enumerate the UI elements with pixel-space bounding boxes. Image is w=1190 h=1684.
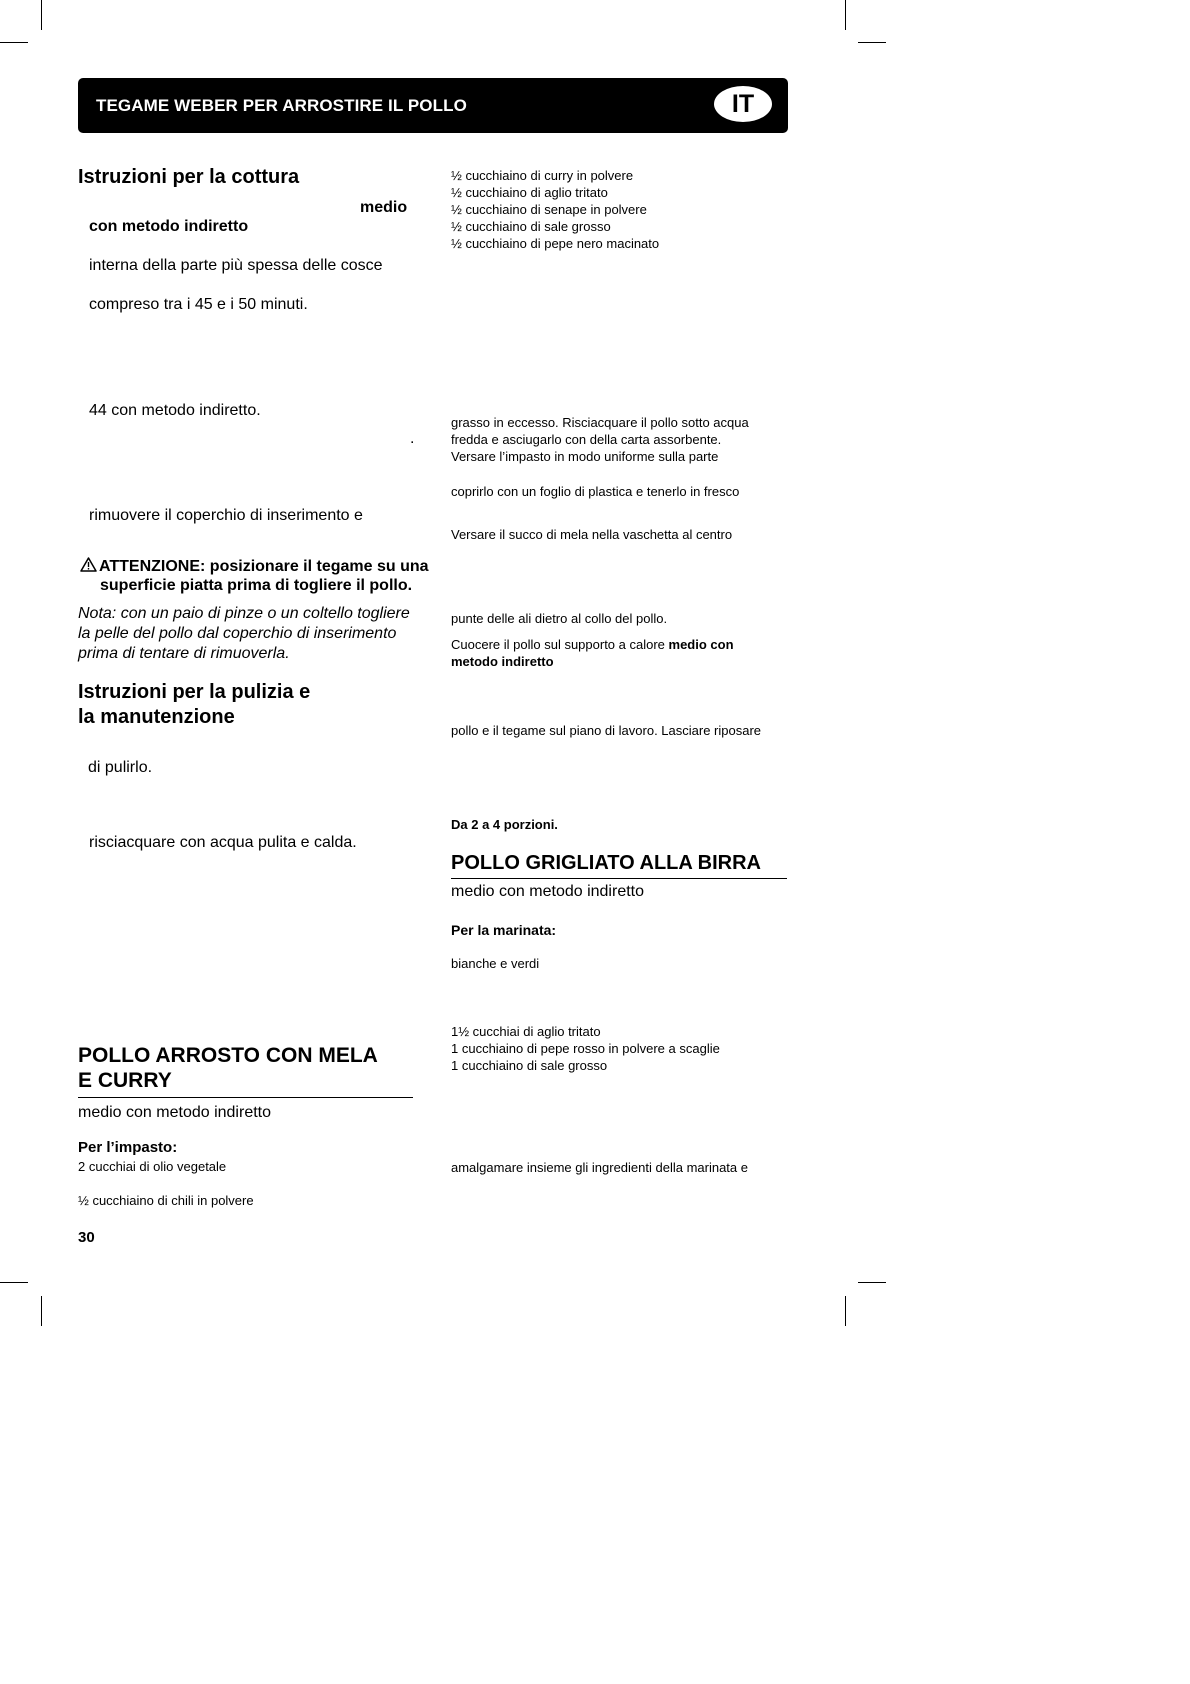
prep-line: grasso in eccesso. Risciacquare il pollo sotto acqua bbox=[451, 415, 749, 430]
spice-line: ½ cucchiaino di senape in polvere bbox=[451, 202, 647, 217]
warning-block bbox=[80, 557, 429, 576]
spice-line: ½ cucchiaino di sale grosso bbox=[451, 219, 611, 234]
crop-mark bbox=[858, 42, 886, 43]
ingredient: ½ cucchiaino di chili in polvere bbox=[78, 1193, 254, 1208]
ingredient: 1 cucchiaino di pepe rosso in polvere a scaglie bbox=[451, 1041, 720, 1056]
heat-medio: medio bbox=[360, 199, 408, 216]
spice-line: ½ cucchiaino di pepe nero macinato bbox=[451, 236, 660, 251]
impasto-label: Per l’impasto: bbox=[78, 1139, 178, 1156]
instruction-line: 44 con metodo indiretto. bbox=[89, 402, 261, 419]
recipe-title: POLLO GRIGLIATO ALLA BIRRA bbox=[451, 852, 761, 874]
prep-line: punte delle ali dietro al collo del pollo. bbox=[451, 611, 668, 626]
instruction-line: interna della parte più spessa delle cosce bbox=[89, 257, 383, 274]
cook-heat-line2: metodo indiretto bbox=[451, 654, 554, 669]
prep-line: amalgamare insieme gli ingredienti della marinata e bbox=[451, 1160, 748, 1175]
instruction-line: compreso tra i 45 e i 50 minuti. bbox=[89, 296, 308, 313]
warning-triangle-icon bbox=[80, 557, 97, 572]
recipe-title: E CURRY bbox=[78, 1069, 172, 1092]
cook-line bbox=[451, 636, 734, 653]
header-title: TEGAME WEBER PER ARROSTIRE IL POLLO bbox=[96, 96, 467, 115]
cooking-heading: Istruzioni per la cottura bbox=[78, 166, 300, 188]
prep-line: coprirlo con un foglio di plastica e tenerlo in fresco bbox=[451, 484, 740, 499]
title-rule bbox=[451, 878, 787, 879]
recipe-title: POLLO ARROSTO CON MELA bbox=[78, 1044, 378, 1067]
crop-mark bbox=[845, 0, 846, 30]
ingredient: 1½ cucchiai di aglio tritato bbox=[451, 1024, 601, 1039]
crop-mark bbox=[858, 1282, 886, 1283]
header-bar bbox=[78, 78, 788, 133]
cleaning-heading: Istruzioni per la pulizia e bbox=[78, 681, 311, 703]
spice-line: ½ cucchiaino di aglio tritato bbox=[451, 185, 608, 200]
note-line: prima di tentare di rimuoverla. bbox=[78, 645, 290, 662]
recipe-heat: medio con metodo indiretto bbox=[451, 883, 644, 900]
crop-mark bbox=[845, 1296, 846, 1326]
ingredient: 2 cucchiai di olio vegetale bbox=[78, 1159, 227, 1174]
prep-line: Versare il succo di mela nella vaschetta al centro bbox=[451, 527, 733, 542]
crop-mark bbox=[41, 1296, 42, 1326]
recipe-heat: medio con metodo indiretto bbox=[78, 1104, 271, 1121]
instruction-line: rimuovere il coperchio di inserimento e bbox=[89, 507, 363, 524]
cook-heat: medio con bbox=[668, 637, 734, 652]
cleaning-heading: la manutenzione bbox=[78, 706, 235, 728]
crop-mark bbox=[41, 0, 42, 30]
warning-text-line2: superficie piatta prima di togliere il pollo. bbox=[100, 577, 413, 594]
warning-label: ATTENZIONE bbox=[99, 558, 201, 575]
crop-mark bbox=[0, 1282, 28, 1283]
spice-line: ½ cucchiaino di curry in polvere bbox=[451, 168, 634, 183]
instruction-dot: . bbox=[410, 430, 415, 447]
instruction-line: di pulirlo. bbox=[88, 759, 153, 776]
instruction-line: risciacquare con acqua pulita e calda. bbox=[89, 834, 357, 851]
language-badge: IT bbox=[714, 86, 772, 122]
page-number: 30 bbox=[78, 1229, 95, 1246]
prep-line: pollo e il tegame sul piano di lavoro. Lasciare riposare bbox=[451, 723, 762, 738]
prep-line: Versare l’impasto in modo uniforme sulla parte bbox=[451, 449, 719, 464]
ingredient: 1 cucchiaino di sale grosso bbox=[451, 1058, 608, 1073]
ingredient: bianche e verdi bbox=[451, 956, 540, 971]
metodo-indiretto: con metodo indiretto bbox=[89, 218, 249, 235]
crop-mark bbox=[0, 42, 28, 43]
prep-line: fredda e asciugarlo con della carta assorbente. bbox=[451, 432, 722, 447]
note-line: Nota: con un paio di pinze o un coltello togliere bbox=[78, 605, 410, 622]
servings: Da 2 a 4 porzioni. bbox=[451, 817, 558, 832]
marinata-label: Per la marinata: bbox=[451, 922, 557, 938]
warning-text: : posizionare il tegame su una bbox=[200, 558, 429, 575]
cook-text: Cuocere il pollo sul supporto a calore bbox=[451, 637, 669, 652]
note-line: la pelle del pollo dal coperchio di inserimento bbox=[78, 625, 397, 642]
title-rule bbox=[78, 1097, 413, 1098]
